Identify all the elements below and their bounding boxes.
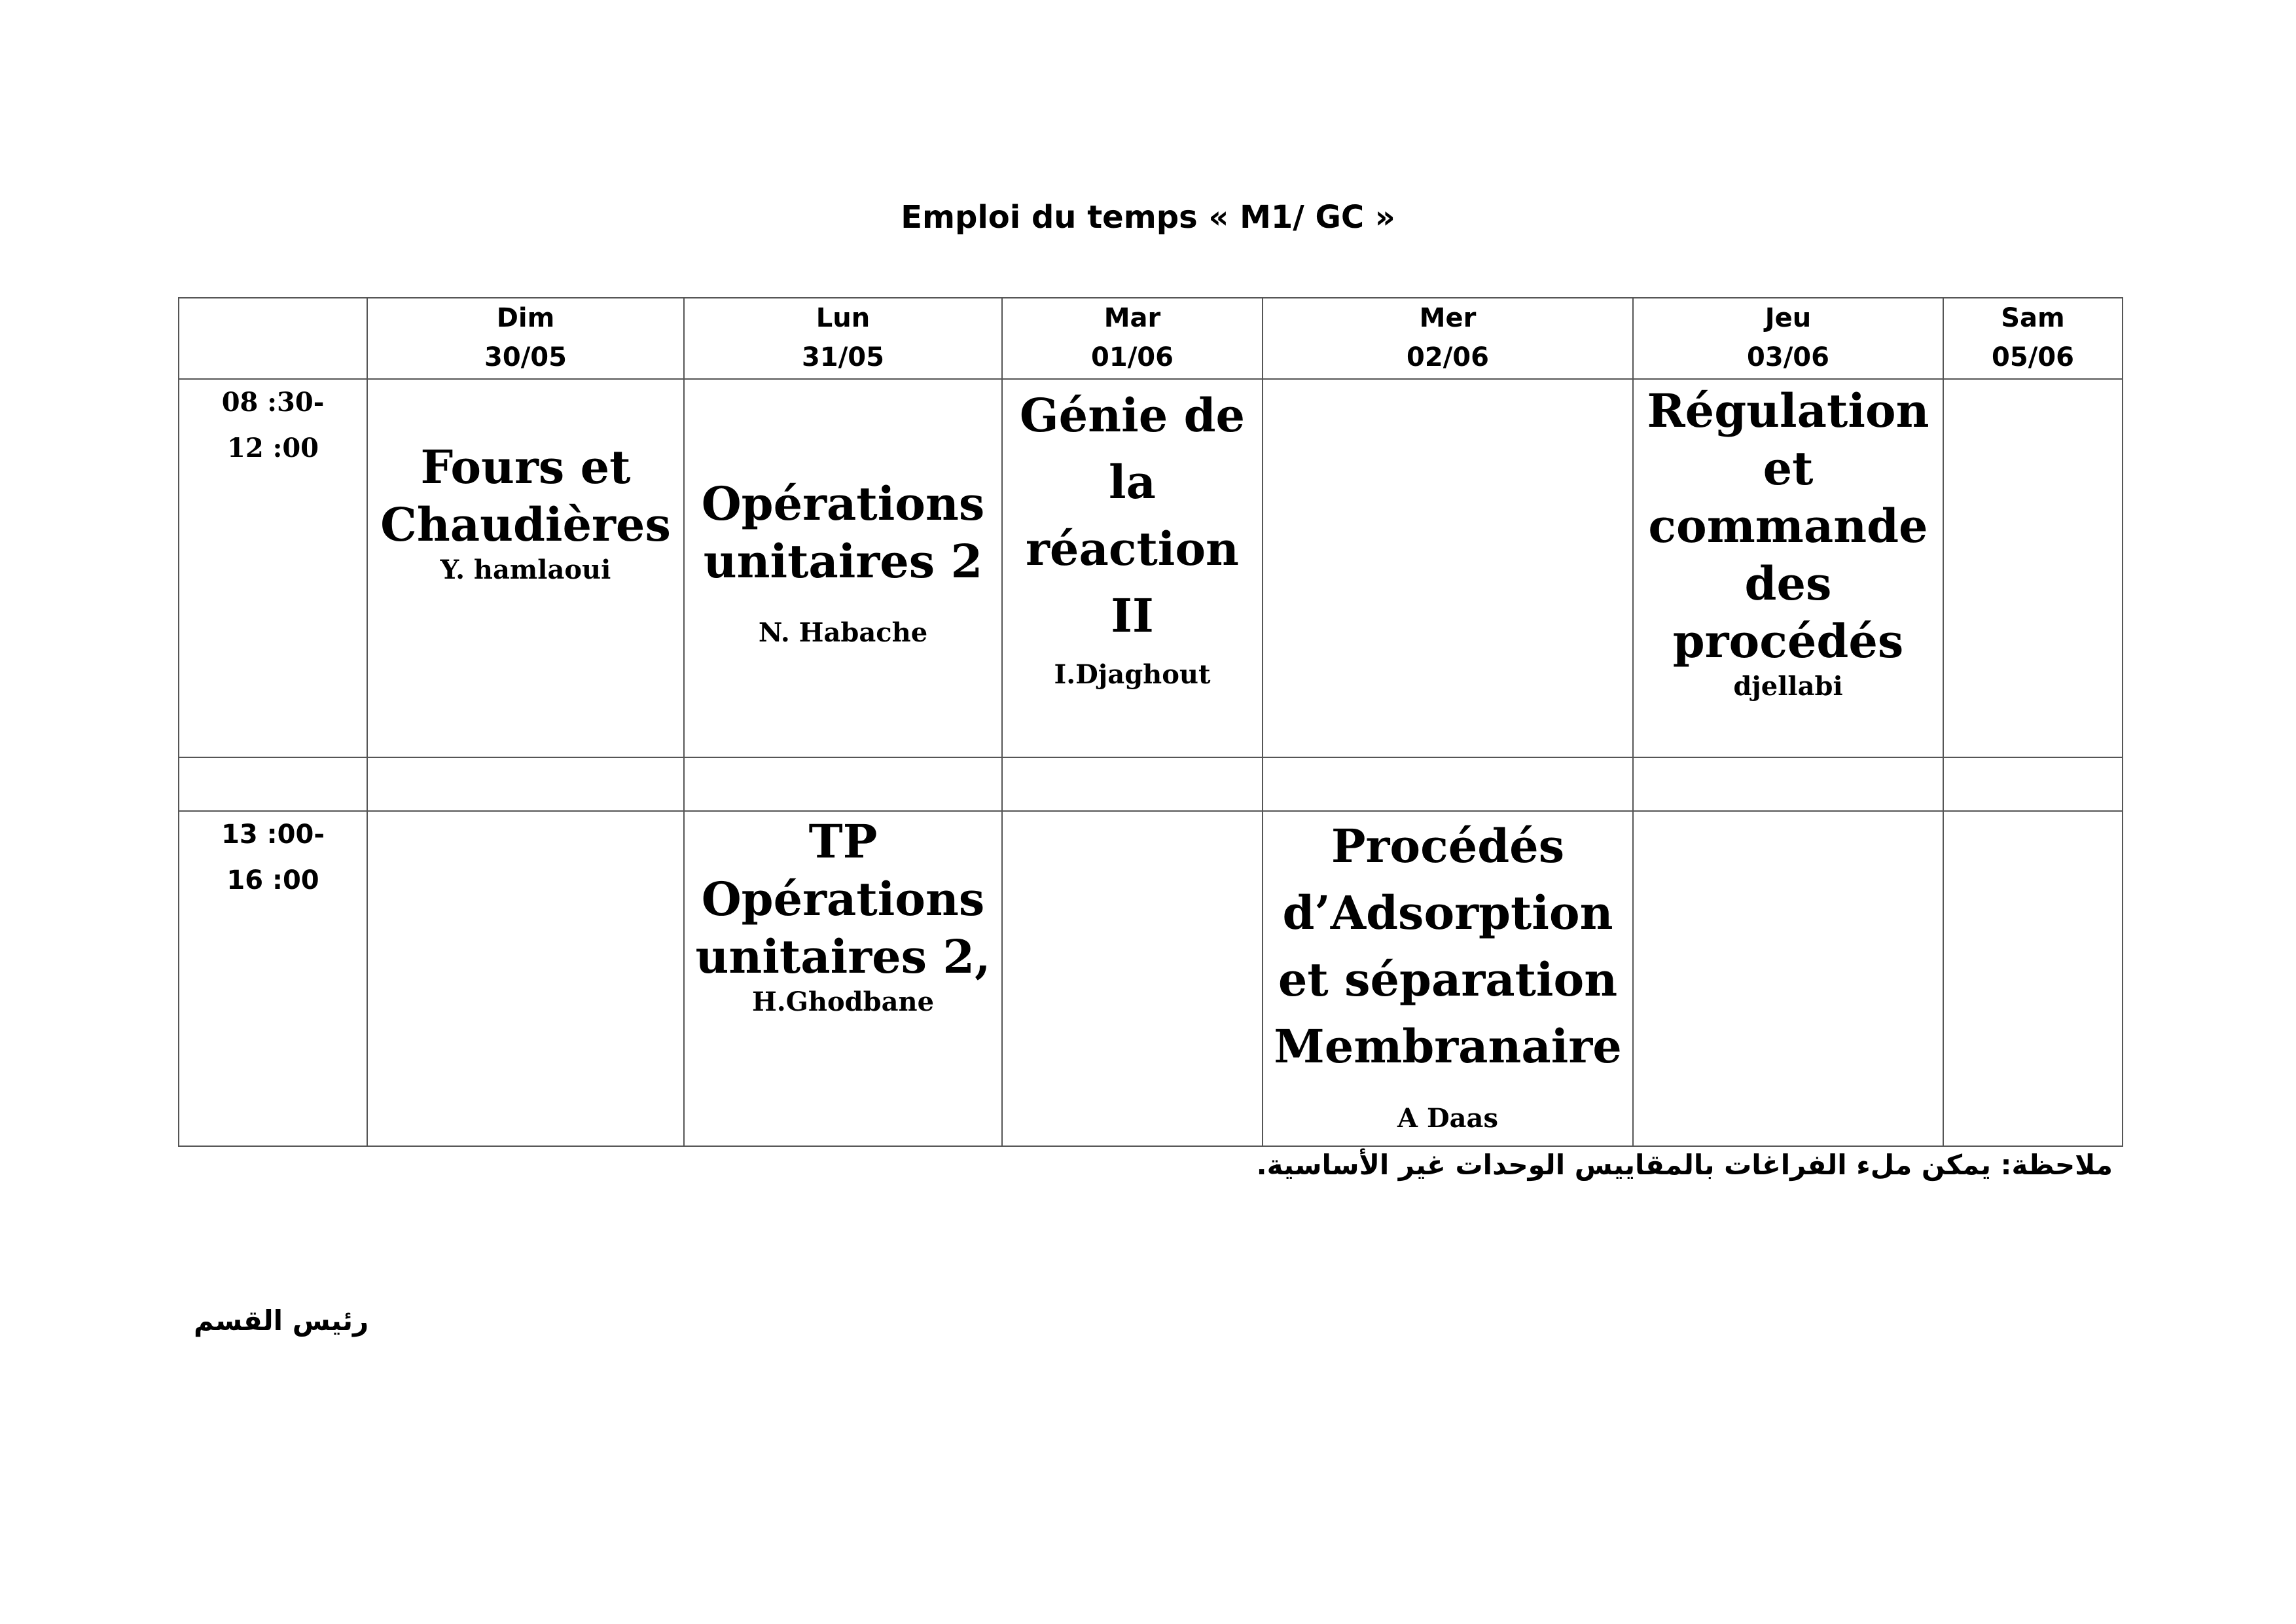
course-teacher: N. Habache (758, 617, 928, 648)
cell-afternoon-sam (1943, 811, 2123, 1146)
cell-afternoon-jeu (1633, 811, 1943, 1146)
day-name: Mar (1103, 303, 1161, 333)
day-name: Mer (1419, 303, 1477, 333)
time-start: 13 :00- (221, 820, 325, 850)
day-date: 01/06 (1091, 342, 1174, 372)
cell-afternoon-mar (1002, 811, 1263, 1146)
department-head-signature: رئيس القسم (194, 1305, 369, 1337)
course-procedes-adsorption (1263, 812, 1632, 1135)
course-teacher: H.Ghodbane (751, 986, 935, 1017)
corner-cell (179, 298, 367, 379)
course-title: Procédés (1331, 819, 1565, 873)
course-teacher: Y. hamlaoui (440, 554, 611, 585)
time-end: 16 :00 (226, 865, 319, 895)
day-header-jeu (1633, 298, 1943, 379)
course-title: réaction (1026, 522, 1239, 576)
time-slot-afternoon (179, 811, 367, 1146)
cell-morning-jeu (1633, 379, 1943, 757)
day-name: Jeu (1765, 303, 1812, 333)
course-title: Opérations (701, 872, 985, 926)
day-date: 31/05 (802, 342, 884, 372)
course-title: II (1111, 588, 1154, 643)
day-name: Dim (496, 303, 555, 333)
cell-break-mar (1002, 757, 1263, 811)
arabic-note: ملاحظة: يمكن ملء الفراغات بالمقاييس الوحدات غير الأساسية. (1256, 1149, 2113, 1181)
day-name: Sam (2001, 303, 2065, 333)
course-regulation-commande (1634, 380, 1943, 703)
course-teacher: A Daas (1397, 1103, 1498, 1134)
course-title: unitaires 2 (703, 534, 983, 588)
day-header-sam (1943, 298, 2123, 379)
cell-afternoon-mer (1263, 811, 1633, 1146)
course-teacher: I.Djaghout (1054, 659, 1211, 690)
afternoon-row (179, 811, 2123, 1146)
cell-morning-mar (1002, 379, 1263, 757)
course-title: Opérations (701, 477, 985, 531)
day-header-mar (1002, 298, 1263, 379)
day-header-dim (367, 298, 684, 379)
cell-morning-sam (1943, 379, 2123, 757)
day-header-lun (684, 298, 1002, 379)
cell-morning-lun (684, 379, 1002, 757)
course-title: Génie de (1019, 388, 1246, 442)
cell-break-mer (1263, 757, 1633, 811)
header-row (179, 298, 2123, 379)
break-row (179, 757, 2123, 811)
day-date: 05/06 (1992, 342, 2074, 372)
cell-break-jeu (1633, 757, 1943, 811)
document-title: Emploi du temps « M1/ GC » (901, 199, 1395, 236)
day-date: 02/06 (1407, 342, 1489, 372)
course-fours-chaudieres (368, 380, 683, 586)
course-operations-unitaires-2 (685, 380, 1001, 649)
time-slot-morning (179, 379, 367, 757)
course-title: TP (808, 814, 878, 869)
day-name: Lun (816, 303, 870, 333)
cell-break-time (179, 757, 367, 811)
course-title: et séparation (1278, 952, 1618, 1007)
course-genie-reaction-ii (1003, 380, 1262, 691)
cell-break-lun (684, 757, 1002, 811)
day-header-mer (1263, 298, 1633, 379)
course-title: Membranaire (1274, 1019, 1622, 1074)
cell-break-dim (367, 757, 684, 811)
cell-afternoon-lun (684, 811, 1002, 1146)
course-title: la (1109, 455, 1156, 509)
course-title: unitaires 2, (695, 929, 991, 984)
course-title: et (1763, 441, 1814, 496)
time-start: 08 :30- (221, 387, 325, 418)
course-title: Fours et (420, 440, 631, 494)
course-title: commande (1648, 499, 1928, 553)
course-title: des (1744, 556, 1832, 611)
course-title: d’Adsorption (1282, 886, 1613, 940)
course-title: Régulation (1647, 384, 1929, 438)
time-end: 12 :00 (226, 433, 319, 463)
course-title: procédés (1672, 614, 1904, 668)
day-date: 03/06 (1747, 342, 1829, 372)
cell-afternoon-dim (367, 811, 684, 1146)
course-title: Chaudières (380, 497, 671, 552)
cell-morning-mer (1263, 379, 1633, 757)
morning-row (179, 379, 2123, 757)
course-teacher: djellabi (1733, 671, 1843, 702)
day-date: 30/05 (484, 342, 567, 372)
timetable (178, 297, 2123, 1147)
cell-morning-dim (367, 379, 684, 757)
cell-break-sam (1943, 757, 2123, 811)
course-tp-operations-unitaires-2 (685, 812, 1001, 1019)
